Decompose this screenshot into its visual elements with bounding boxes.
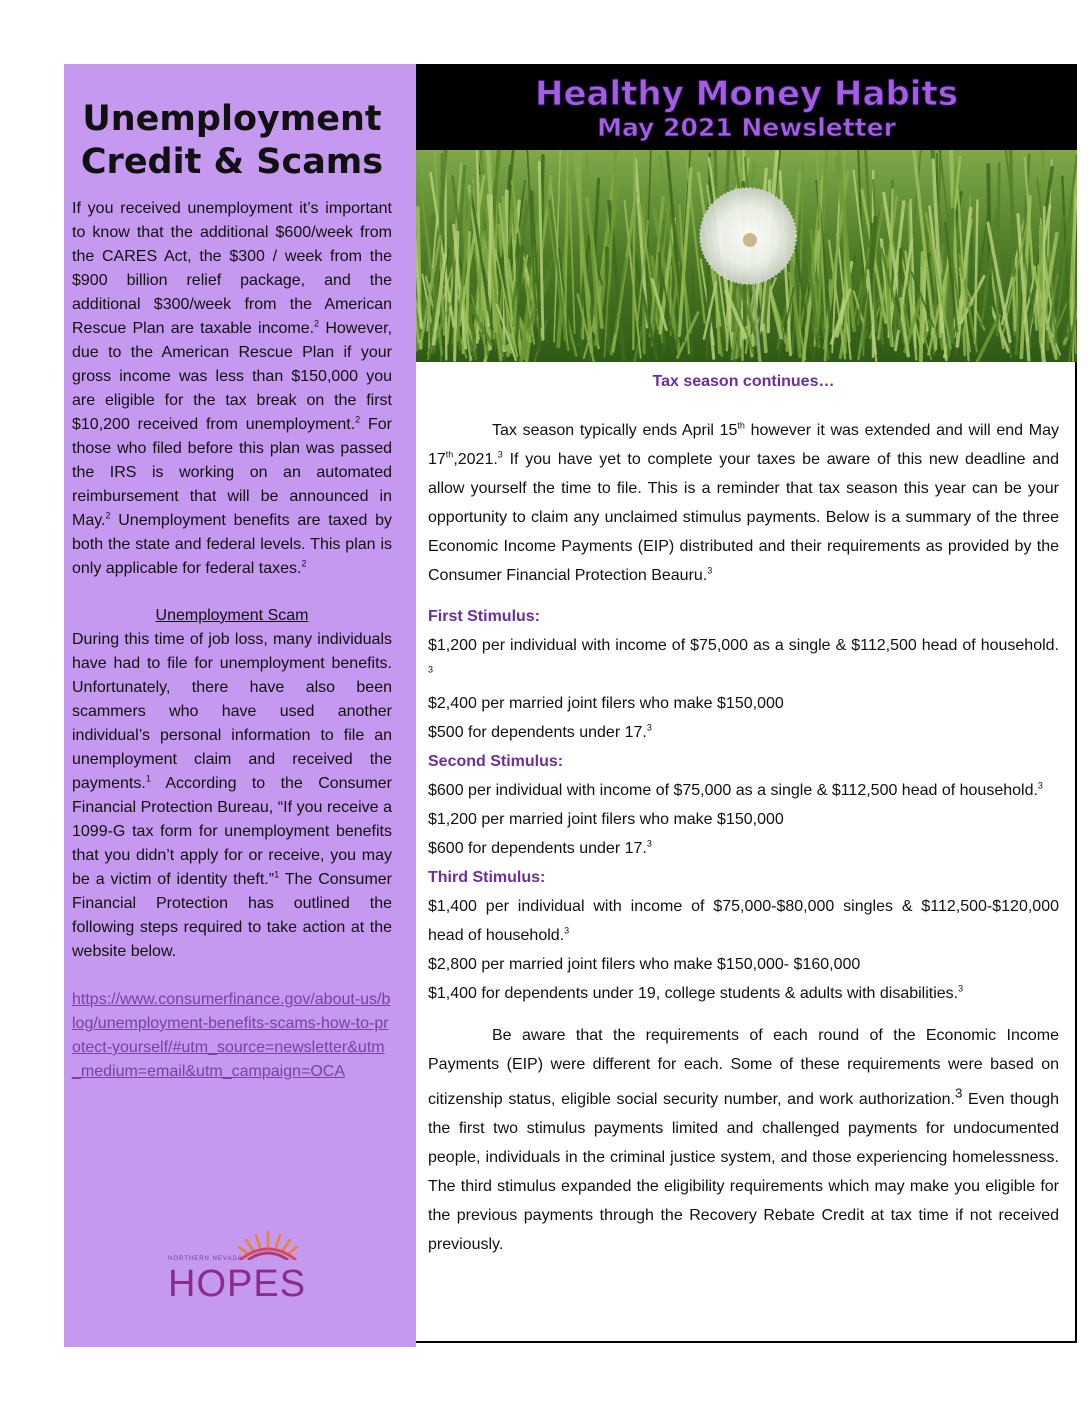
footnote-ref: 3 — [707, 565, 713, 576]
text-run: Unemployment benefits are taxed by both the state and federal levels. This plan is only applicable for federal taxes. — [72, 512, 392, 577]
stimulus-line — [428, 776, 1059, 805]
stimulus-line — [428, 892, 1059, 950]
text-run: $1,400 per individual with income of $75,000-$80,000 singles & $112,500-$120,000 head of household. — [428, 898, 1059, 944]
text-run: If you received unemployment it’s important to know that the additional $600/week from the CARES Act, the $300 / week from the $900 billion relief package, and the additional $300/week from the American Rescue Plan are taxable income. — [72, 200, 392, 337]
stimulus-list — [428, 602, 1059, 1008]
main-article — [416, 362, 1077, 1343]
text-run: The Consumer Financial Protection has outlined the following steps required to take action at the website below. — [72, 871, 392, 960]
newsletter-title: Healthy Money Habits — [535, 74, 958, 114]
text-run: $500 for dependents under 17. — [428, 724, 647, 741]
newsletter-subtitle: May 2021 Newsletter — [597, 113, 896, 142]
sidebar-title-line1: Unemployment — [82, 99, 382, 139]
stimulus-line — [428, 718, 1059, 747]
hopes-logo — [168, 1234, 308, 1304]
closing-paragraph — [428, 1021, 1059, 1259]
footnote-ref: th — [445, 449, 454, 460]
text-run: $2,800 per married joint filers who make $150,000- $160,000 — [428, 956, 861, 973]
text-run: $600 for dependents under 17. — [428, 840, 647, 857]
text-run: During this time of job loss, many individuals have had to file for unemployment benefits. Unfortunately, there have also been scammers who have used another individual’s personal information to file an unemployment claim and received the payments. — [72, 631, 392, 792]
text-run: However, due to the American Rescue Plan if your gross income was less than $150,000 you are eligible for the tax break on the first $10,200 received from unemployment. — [72, 320, 393, 433]
stimulus-line — [428, 805, 1059, 834]
text-run: Be aware that the requirements of each round of the Economic Income Payments (EIP) were different for each. Some of these requirements were based on citizenship status, eligible social security number, and work authorization. — [428, 1027, 1059, 1109]
stimulus-heading: Third Stimulus: — [428, 869, 546, 886]
sidebar-title-line2: Credit & Scams — [80, 142, 384, 182]
text-run: ,2021. — [453, 451, 498, 468]
stimulus-heading: First Stimulus: — [428, 608, 541, 625]
text-run: Even though the first two stimulus payments limited and challenged payments for undocumented people, individuals in the criminal justice system, and those experiencing homelessness. The third stimulus expanded the eligibility requirements which may make you eligible for the previous payments through the Recovery Rebate Credit at tax time if not received previously. — [428, 1091, 1060, 1254]
footnote-ref: 2 — [105, 510, 111, 521]
intro-paragraph — [428, 416, 1059, 590]
stimulus-line — [428, 631, 1059, 689]
footnote-ref: 1 — [145, 773, 151, 784]
footnote-ref: 2 — [355, 414, 361, 425]
text-run: Tax season typically ends April 15 — [492, 422, 738, 439]
sidebar-paragraph-1 — [72, 197, 392, 581]
sidebar — [64, 64, 416, 1347]
stimulus-line — [428, 834, 1059, 863]
text-run: $600 per individual with income of $75,000 as a single & $112,500 head of household. — [428, 782, 1038, 799]
footnote-ref: 1 — [274, 869, 280, 880]
footnote-ref: 3 — [1037, 780, 1043, 791]
footnote-ref: 3 — [954, 1086, 963, 1101]
logo-tagline: NORTHERN NEVADA — [168, 1256, 243, 1262]
stimulus-heading: Second Stimulus: — [428, 753, 564, 770]
dandelion-photo — [416, 150, 1077, 362]
newsletter-header — [416, 64, 1077, 150]
footnote-ref: 3 — [564, 925, 570, 936]
footnote-ref: 3 — [646, 838, 652, 849]
footnote-ref: th — [737, 420, 745, 431]
logo-wordmark: HOPES — [168, 1263, 307, 1305]
footnote-ref: 3 — [428, 664, 434, 675]
dandelion-image — [416, 150, 1077, 362]
text-run: $1,400 for dependents under 19, college students & adults with disabilities. — [428, 985, 959, 1002]
stimulus-line — [428, 979, 1059, 1008]
text-run: For those who filed before this plan was passed the IRS is working on an automated reimbursement that will be announced in May. — [72, 416, 392, 529]
stimulus-line — [428, 950, 1059, 979]
stimulus-line — [428, 689, 1059, 718]
footnote-ref: 3 — [497, 449, 503, 460]
text-run: $1,200 per married joint filers who make $150,000 — [428, 811, 784, 828]
sunrise-icon — [168, 1226, 308, 1260]
sidebar-paragraph-2 — [72, 628, 392, 964]
footnote-ref: 2 — [314, 318, 320, 329]
text-run: however it was extended and will end May 17 — [428, 422, 1059, 468]
text-run: $1,200 per individual with income of $75,000 as a single & $112,500 head of household. — [428, 637, 1059, 654]
section-title: Tax season continues… — [652, 373, 835, 390]
sidebar-title — [72, 98, 392, 184]
text-run: According to the Consumer Financial Protection Bureau, “If you receive a 1099-G tax form for unemployment benefits that you didn’t apply for or receive, you may be a victim of identity theft.” — [72, 775, 392, 888]
scam-heading: Unemployment Scam — [155, 607, 309, 624]
cfpb-link[interactable]: https://www.consumerfinance.gov/about-us/blog/unemployment-benefits-scams-how-to-protect-yourself/#utm_source=newsletter&utm_medium=email&utm_campaign=OCA — [72, 991, 391, 1080]
footnote-ref: 2 — [301, 558, 307, 569]
text-run: If you have yet to complete your taxes be aware of this new deadline and allow yourself the time to file. This is a reminder that tax season this year can be your opportunity to claim any unclaimed stimulus payments. Below is a summary of the three Economic Income Payments (EIP) distributed and their requirements as provided by the Consumer Financial Protection Beauru. — [428, 451, 1059, 584]
footnote-ref: 3 — [958, 983, 964, 994]
footnote-ref: 3 — [646, 722, 652, 733]
text-run: $2,400 per married joint filers who make $150,000 — [428, 695, 784, 712]
